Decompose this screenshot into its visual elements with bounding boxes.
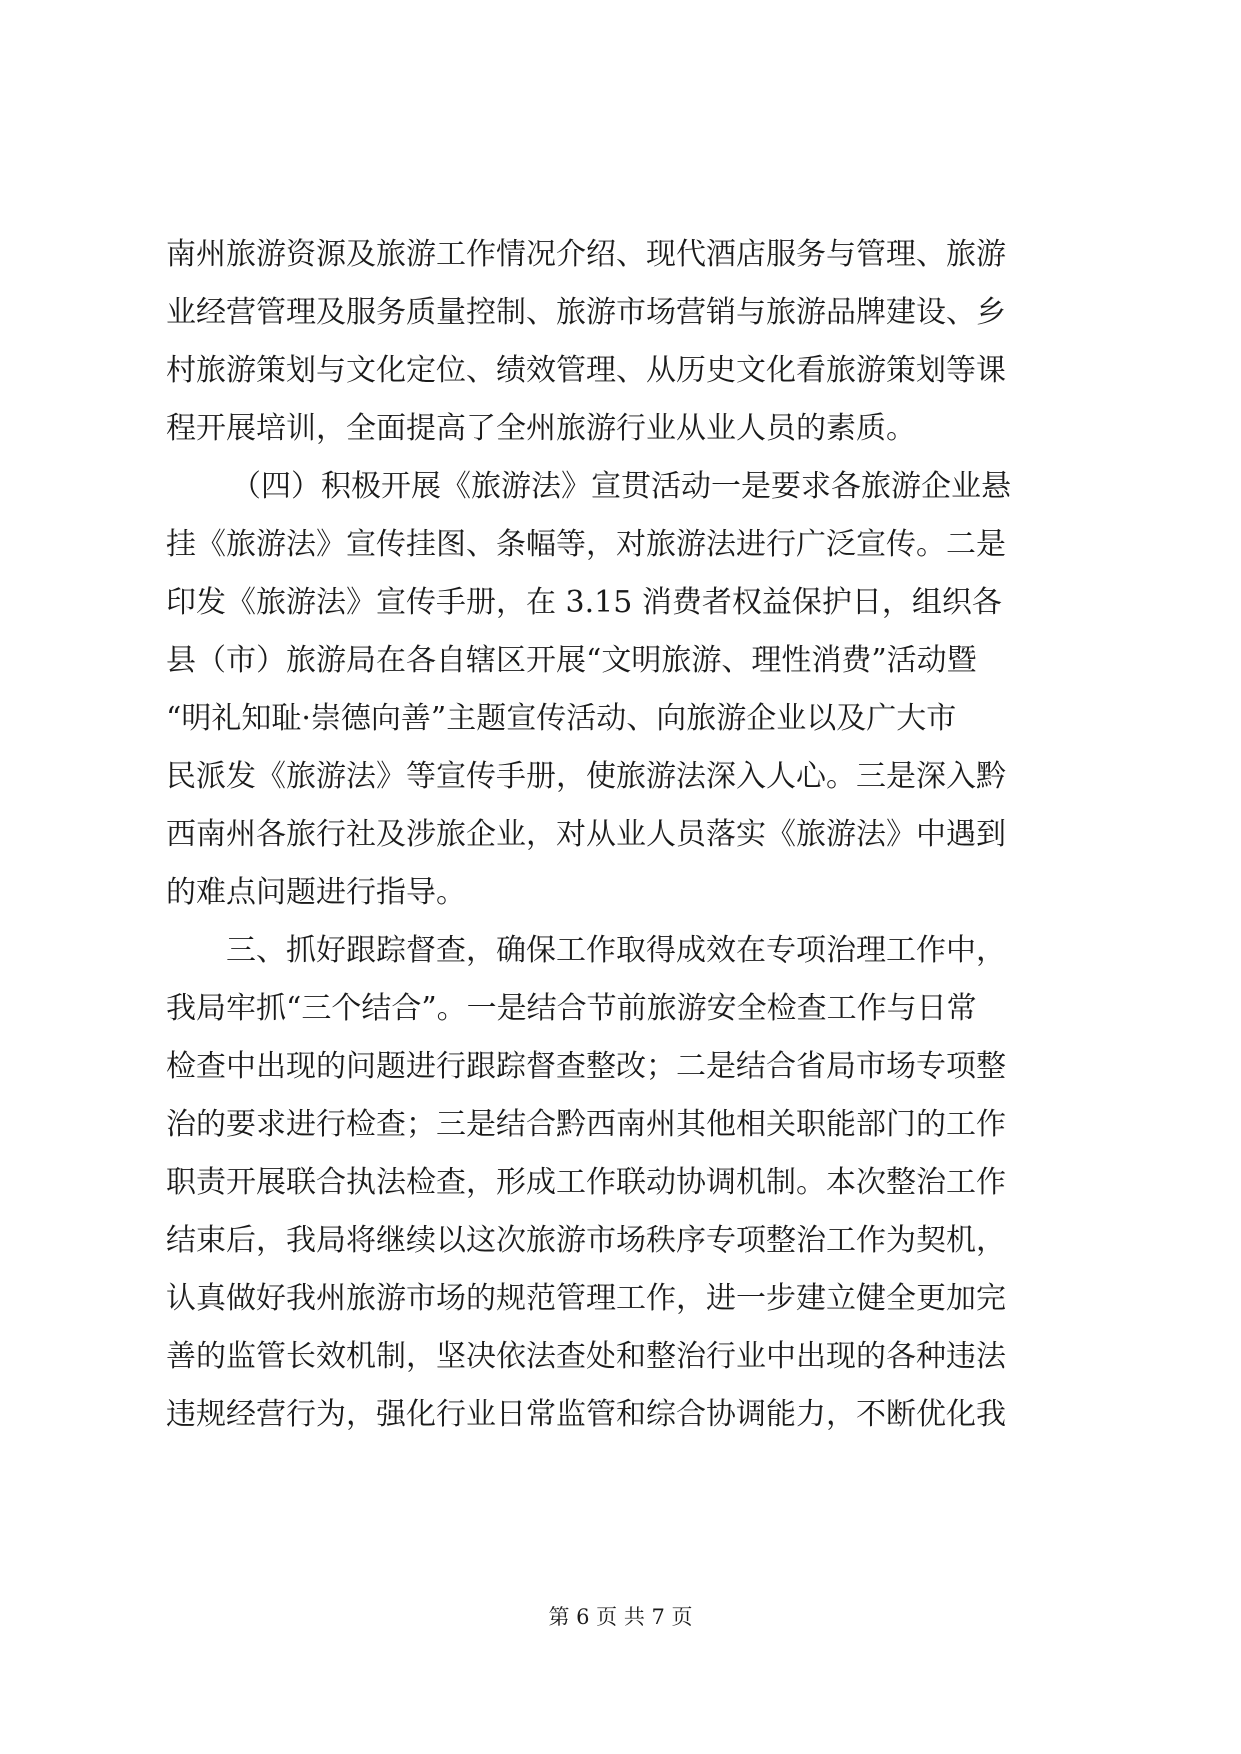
text-line: 南州旅游资源及旅游工作情况介绍、现代酒店服务与管理、旅游 [166,237,1006,272]
text-line: 治的要求进行检查；三是结合黔西南州其他相关职能部门的工作 [166,1107,1006,1142]
text-line: 的难点问题进行指导。 [166,875,466,910]
page-number: 第 6 页 共 7 页 [548,1605,693,1629]
text-line: 我局牢抓“三个结合”。一是结合节前旅游安全检查工作与日常 [166,991,977,1026]
text-line: 程开展培训，全面提高了全州旅游行业从业人员的素质。 [166,411,916,446]
text-line: 业经营管理及服务质量控制、旅游市场营销与旅游品牌建设、乡 [166,295,1006,330]
text-line: 挂《旅游法》宣传挂图、条幅等，对旅游法进行广泛宣传。二是 [166,527,1006,562]
text-line: 民派发《旅游法》等宣传手册，使旅游法深入人心。三是深入黔 [166,759,1006,794]
text-line: 印发《旅游法》宣传手册，在 3.15 消费者权益保护日，组织各 [166,585,1002,620]
text-line: 村旅游策划与文化定位、绩效管理、从历史文化看旅游策划等课 [166,353,1006,388]
text-line: 认真做好我州旅游市场的规范管理工作，进一步建立健全更加完 [166,1281,1006,1316]
text-line: 职责开展联合执法检查，形成工作联动协调机制。本次整治工作 [166,1165,1006,1200]
text-line: 检查中出现的问题进行跟踪督查整改；二是结合省局市场专项整 [166,1049,1006,1084]
text-line: 善的监管长效机制，坚决依法查处和整治行业中出现的各种违法 [166,1339,1006,1374]
text-line: “明礼知耻·崇德向善”主题宣传活动、向旅游企业以及广大市 [166,701,957,736]
text-line: 县（市）旅游局在各自辖区开展“文明旅游、理性消费”活动暨 [166,643,977,678]
text-line: 结束后，我局将继续以这次旅游市场秩序专项整治工作为契机， [166,1223,1006,1258]
text-line: 违规经营行为，强化行业日常监管和综合协调能力，不断优化我 [166,1397,1006,1432]
text-line: 三、抓好跟踪督查，确保工作取得成效在专项治理工作中， [226,933,1006,968]
text-line: 西南州各旅行社及涉旅企业，对从业人员落实《旅游法》中遇到 [166,817,1006,852]
text-line: （四）积极开展《旅游法》宣贯活动一是要求各旅游企业悬 [231,469,1011,504]
